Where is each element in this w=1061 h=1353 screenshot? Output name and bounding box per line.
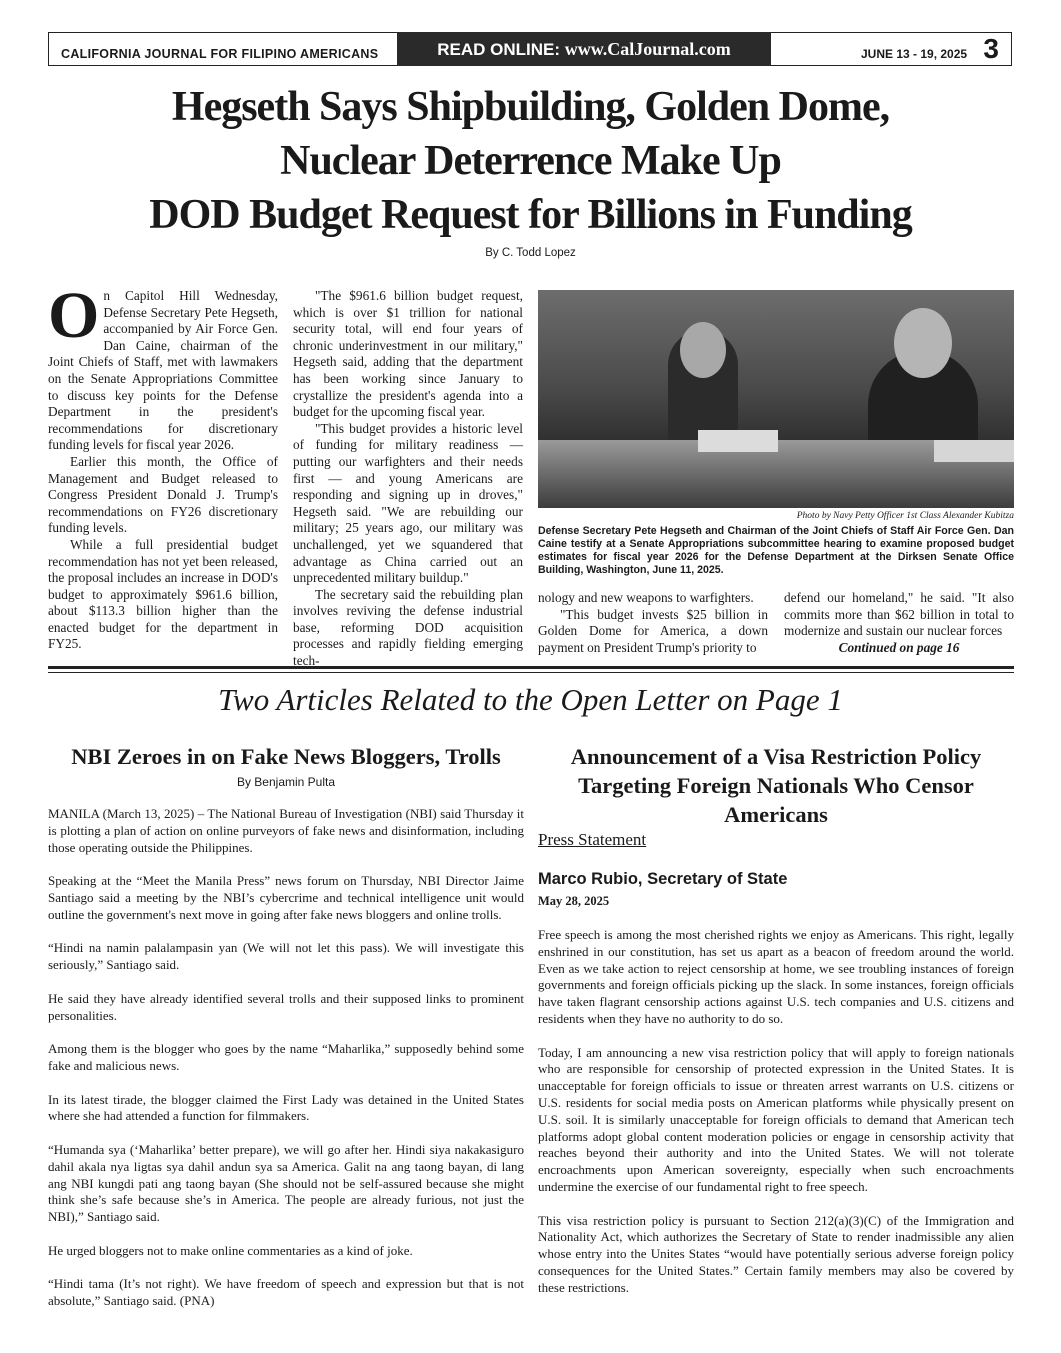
lead-column-2 [293,288,523,670]
visa-article-date: May 28, 2025 [538,894,610,908]
nbi-paragraph: MANILA (March 13, 2025) – The National Bureau of Investigation (NBI) said Thursday it is plotting a plan of action on online purveyors of fake news and disinformation, including those operating outside the Philippines. [48,806,524,855]
lead-paragraph: defend our homeland," he said. "It also commits more than $62 billion in total to modernize and sustain our nuclear forces [784,590,1014,639]
masthead [48,32,1012,66]
visa-paragraph: Today, I am announcing a new visa restriction policy that will apply to foreign nationals who are responsible for censorship of protected expression in the United States. It is unacceptable for foreign officials to issue or threaten arrest warrants on U.S. citizens or U.S. residents for social media posts on American platforms while physically present on U.S. soil. It is similarly unacceptable for foreign officials to demand that American tech platforms adopt global content moderation policies or engage in censorship activity that reaches beyond their authority and into the United States. We will not tolerate encroachments upon American sovereignty, especially when such encroachments undermine the exercise of our fundamental right to free speech. [538,1044,1014,1194]
hearing-photo [538,290,1014,508]
lead-paragraph: While a full presidential budget recommendation has not yet been released, the proposal includes an increase in DOD's budget to approximately $961.6 billion, about $113.3 billion higher than the enacted budget for the department in FY25. [48,536,278,652]
continued-note[interactable]: Continued on page 16 [838,639,960,655]
visa-paragraph: Free speech is among the most cherished rights we enjoy as Americans. This right, legally enshrined in our constitution, has set us apart as a beacon of freedom around the world. Even as we take action to reject censorship at home, we see troubling instances of foreign governments and foreign officials picking up the slack. In some instances, foreign officials have taken flagrant censorship actions against U.S. tech companies and U.S. citizens and residents when they have no authority to do so. [538,927,1014,1026]
headline-line-1: Hegseth Says Shipbuilding, Golden Dome, [171,84,890,130]
lead-byline: By C. Todd Lopez [485,247,576,259]
visa-article-author: Marco Rubio, Secretary of State [538,870,788,888]
lead-column-3 [538,590,768,656]
nbi-article-body [48,806,524,1327]
nbi-paragraph: Speaking at the “Meet the Manila Press” news forum on Thursday, NBI Director Jaime Santiago said a meeting by the NBI’s cybercrime and technical intelligence unit would outline the government's next move in going after fake news bloggers and online trolls. [48,873,524,922]
page-number: 3 [983,33,999,64]
read-online-url[interactable]: www.CalJournal.com [564,39,731,59]
nbi-paragraph: “Hindi tama (It’s not right). We have freedom of speech and expression but that is not absolute,” Santiago said. (PNA) [48,1276,524,1309]
issue-date: JUNE 13 - 19, 2025 [861,47,968,61]
nbi-paragraph: Among them is the blogger who goes by the name “Maharlika,” supposedly behind some fake and malicious news. [48,1041,524,1073]
lead-paragraph: Earlier this month, the Office of Management and Budget released to Congress President Donald J. Trump's recommendations on FY26 discretionary funding levels. [48,453,278,536]
section-divider [48,672,1014,673]
lead-column-4 [784,590,1014,656]
headline-line-3: DOD Budget Request for Billions in Funding [149,192,912,238]
nbi-article-title: NBI Zeroes in on Fake News Bloggers, Trolls [71,744,501,769]
visa-paragraph: This visa restriction policy is pursuant to Section 212(a)(3)(C) of the Immigration and Nationality Act, which authorizes the Secretary of State to render inadmissible any alien whose entry into the Unites States “would have potentially serious adverse foreign policy consequences for the United States.” Certain family members may also be covered by these restrictions. [538,1212,1014,1295]
nbi-paragraph: He said they have already identified several trolls and their supposed links to prominent personalities. [48,990,524,1023]
lead-paragraph: "This budget invests $25 billion in Golden Dome for America, a down payment on President Trump's priority to [538,606,768,655]
nbi-paragraph: “Humanda sya (‘Maharlika’ better prepare), we will go after her. Hindi siya nakakasiguro dahil akala nya ligtas sya dahil andun sya sa America. Galit na ang taong bayan, di lang ang NBI kungdi pati ang taong bayan (She should not be self-assured because she might think she’s safe because she’s in America. The people are already furious, not just the NBI),” Santiago said. [48,1141,524,1225]
lead-paragraph: "This budget provides a historic level of funding for military readiness — putting our warfighters and their needs first — and young Americans are responding and signing up in droves," Hegseth said. "We are rebuilding our military; 25 years ago, our military was unchallenged, yet we squandered that advantage as China carried out an unprecedented military buildup." [293,420,523,586]
nbi-paragraph: “Hindi na namin palalampasin yan (We will not let this pass). We will investigate this seriously,” Santiago said. [48,940,524,973]
section-divider [48,666,1014,669]
drop-cap: O [48,279,100,352]
lead-paragraph: nology and new weapons to warfighters. [538,590,754,605]
headline-line-2: Nuclear Deterrence Make Up [280,138,781,184]
nbi-article-byline: By Benjamin Pulta [236,775,336,789]
photo-credit: Photo by Navy Petty Officer 1st Class Alexander Kubitza [796,511,1014,521]
nbi-paragraph: In its latest tirade, the blogger claimed the First Lady was detained in the United States where she had attended a function for filmmakers. [48,1091,524,1124]
visa-article-body [538,927,1014,1313]
lead-paragraph: "The $961.6 billion budget request, which is over $1 trillion for national security total, will end four years of chronic underinvestment in our military," Hegseth said, adding that the department has been working since January to crystallize the president's agenda into a budget for the upcoming fiscal year. [293,288,523,420]
press-statement-label[interactable]: Press Statement [538,830,647,849]
publication-name: CALIFORNIA JOURNAL FOR FILIPINO AMERICANS [61,47,379,61]
nbi-paragraph: He urged bloggers not to make online commentaries as a kind of joke. [48,1242,413,1258]
photo-caption: Defense Secretary Pete Hegseth and Chairman of the Joint Chiefs of Staff Air Force Gen. Dan Caine testify at a Senate Appropriations subcommittee hearing to examine proposed budget estimates for fiscal year 2026 for the Defense Department at the Dirksen Senate Office Building, Washington, June 11, 2025. [538,525,1014,576]
visa-article-title: Announcement of a Visa Restriction Policy Targeting Foreign Nationals Who Censor Americans [570,744,982,827]
lead-paragraph: The secretary said the rebuilding plan involves reviving the defense industrial base, reforming DOD acquisition processes and rapidly fielding emerging tech- [293,586,523,669]
lead-column-1 [48,279,278,653]
section-title: Two Articles Related to the Open Letter on Page 1 [218,682,843,717]
read-online-banner [397,32,771,66]
lead-paragraph: n Capitol Hill Wednesday, Defense Secretary Pete Hegseth, accompanied by Air Force Gen. Dan Caine, chairman of the Joint Chiefs of Staff, met with lawmakers on the Senate Appropriations Committee to discuss key points for the Defense Department in the president's recommendations for discretionary funding levels for fiscal year 2026. [48,288,278,453]
read-online-label: READ ONLINE: [437,40,561,59]
